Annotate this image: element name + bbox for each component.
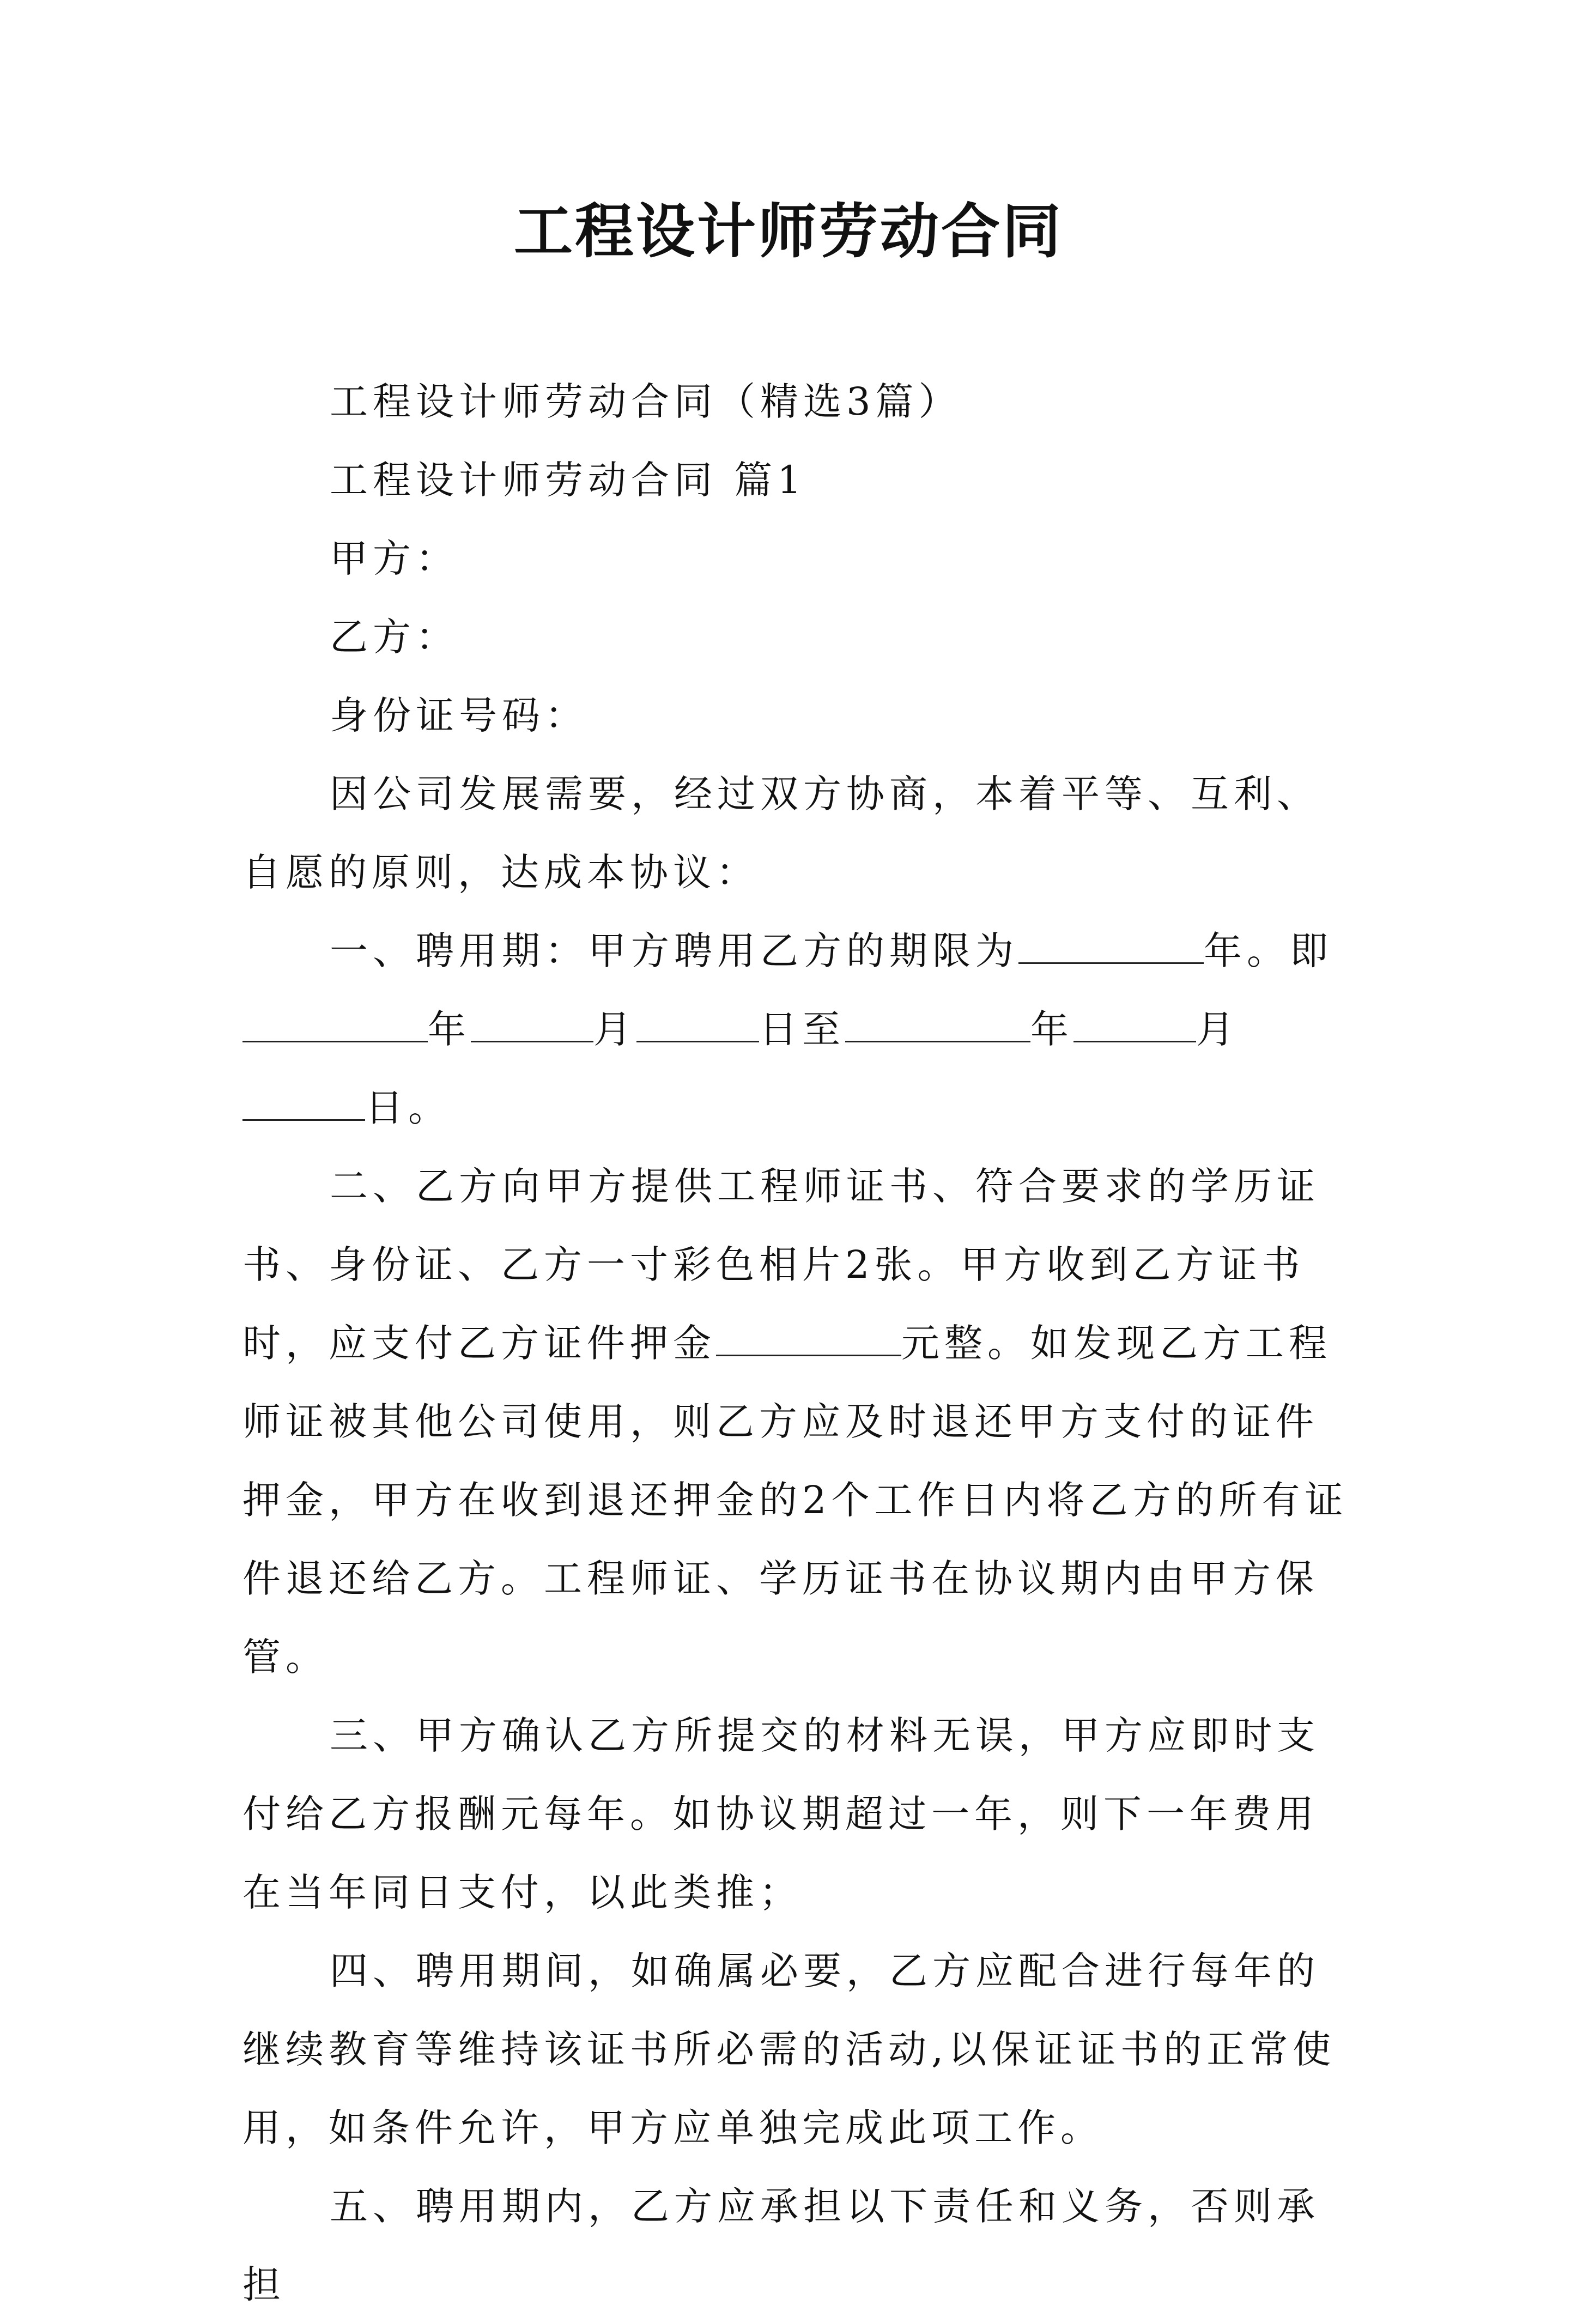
part-heading: 工程设计师劳动合同 篇1 — [330, 458, 806, 502]
party-b-line: 乙方： — [330, 615, 459, 659]
clause-2-paragraph — [242, 1147, 1349, 1696]
end-year-label: 年 — [1030, 1007, 1073, 1052]
clause-1-paragraph — [242, 912, 1349, 1147]
start-month-label: 月 — [593, 1007, 636, 1052]
end-month-blank — [1073, 1003, 1196, 1042]
clause-1-text-b: 年。即 — [1204, 929, 1333, 973]
clause-2-text-b: 元整。如发现乙方工程师证被其他公司使用，则乙方应及时退还甲方支付的证件押金，甲方在收到退还押金的2个工作日内将乙方的所有证件退还给乙方。工程师证、学历证书在协议期内由甲方保管。 — [242, 1321, 1348, 1679]
clause-4-paragraph: 四、聘用期间，如确属必要，乙方应配合进行每年的继续教育等维持该证书所必需的活动,以保证证书的正常使用，如条件允许，甲方应单独完成此项工作。 — [242, 1949, 1336, 2150]
start-day-label: 日至 — [759, 1007, 845, 1052]
end-day-label: 日。 — [365, 1085, 451, 1130]
id-number-line: 身份证号码： — [330, 693, 588, 738]
preamble-paragraph: 因公司发展需要，经过双方协商，本着平等、互利、自愿的原则，达成本协议： — [242, 772, 1320, 895]
clause-2-text-a: 二、乙方向甲方提供工程师证书、符合要求的学历证书、身份证、乙方一寸彩色相片2张。甲方收到乙方证书时，应支付乙方证件押金 — [242, 1164, 1320, 1366]
end-year-blank — [845, 1003, 1030, 1042]
clause-5-paragraph: 五、聘用期内，乙方应承担以下责任和义务，否则承担 — [242, 2184, 1320, 2307]
start-year-label: 年 — [428, 1007, 471, 1052]
start-day-blank — [636, 1003, 759, 1042]
term-years-blank — [1018, 924, 1204, 964]
start-month-blank — [471, 1003, 593, 1042]
end-month-label: 月 — [1196, 1007, 1239, 1052]
end-day-blank — [242, 1081, 365, 1121]
document-title: 工程设计师劳动合同 — [513, 197, 1063, 266]
subtitle-line: 工程设计师劳动合同（精选3篇） — [330, 379, 962, 424]
clause-1-text-a: 一、聘用期：甲方聘用乙方的期限为 — [330, 929, 1018, 973]
deposit-amount-blank — [716, 1316, 901, 1356]
document-body — [242, 362, 1349, 2324]
party-a-line: 甲方： — [330, 536, 459, 581]
start-year-blank — [242, 1003, 428, 1042]
clause-3-paragraph: 三、甲方确认乙方所提交的材料无误，甲方应即时支付给乙方报酬元每年。如协议期超过一年，则下一年费用在当年同日支付，以此类推； — [242, 1713, 1320, 1915]
